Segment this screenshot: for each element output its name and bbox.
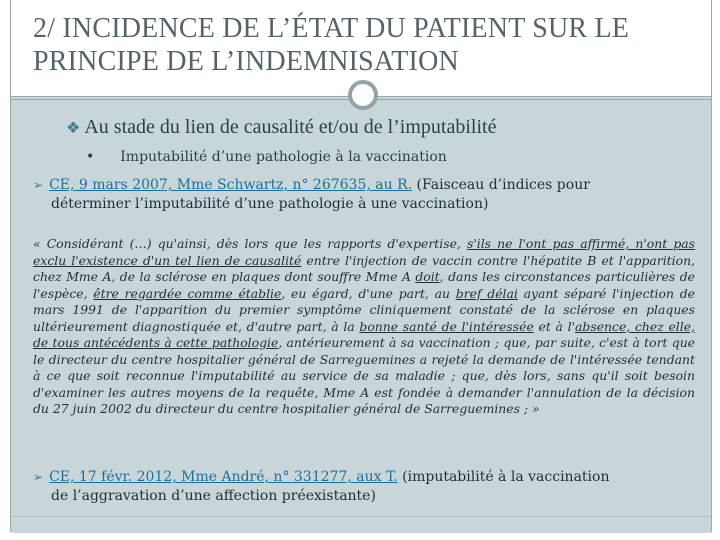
diamond-bullet-icon: ❖	[66, 120, 81, 137]
quote-underlined: être regardée comme établie	[93, 285, 282, 301]
arrow-bullet-icon: ➢	[33, 178, 44, 192]
case-desc-1-line2: déterminer l’imputabilité d’une pathologie à une vaccination)	[51, 196, 489, 212]
case-reference-2	[33, 468, 609, 506]
quote-text: entre l'injection de vaccin contre l'hépatite B et l'apparition, chez Mme A, de la sclérose en plaques dont souffre Mme A	[33, 252, 695, 284]
case-desc-2-line2: de l’aggravation d’une affection préexistante)	[51, 488, 376, 504]
quote-text: , eu égard, d'une part, au	[281, 285, 456, 301]
case-reference-1	[33, 176, 590, 214]
quote-text: , dans les circonstances particulières de l'espèce,	[33, 269, 695, 301]
quote-text: et à l'	[533, 318, 576, 334]
case-desc-1: (Faisceau d’indices pour	[412, 177, 590, 193]
quote-underlined: doit	[415, 269, 440, 284]
case-link-1[interactable]: CE, 9 mars 2007, Mme Schwartz, n° 267635, au R.	[49, 177, 413, 193]
quote-underlined: bref délai	[455, 285, 518, 301]
bullet-dot-icon: •	[86, 149, 95, 165]
case-link-2[interactable]: CE, 17 févr. 2012, Mme André, n° 331277, aux T.	[49, 469, 398, 485]
arrow-bullet-icon: ➢	[33, 470, 44, 484]
quote-text: « Considérant (…) qu'ainsi, dès lors que les rapports d'expertise,	[33, 236, 467, 251]
sub-bullet-text: Imputabilité d’une pathologie à la vaccination	[120, 149, 447, 165]
slide-title: 2/ INCIDENCE DE L’ÉTAT DU PATIENT SUR LE PRINCIPE DE L’INDEMNISATION	[33, 13, 630, 77]
slide	[10, 0, 712, 532]
case-desc-2: (imputabilité à la vaccination	[397, 469, 610, 485]
sub-bullet	[86, 149, 447, 165]
court-quote	[33, 236, 695, 418]
section-heading	[66, 116, 496, 139]
quote-underlined: absence, chez elle, de tous antécédents à cette pathologie	[33, 318, 695, 350]
section-heading-text: Au stade du lien de causalité et/ou de l’imputabilité	[84, 116, 497, 138]
footer-bar	[11, 516, 711, 533]
quote-text: , antérieurement à sa vaccination ; que, par suite, c'est à tort que le directeur du centre hospitalier général de Sarreguemines a rejeté la demande de l'intéressée tendant à ce que soit reconnue l'imputabilité au service de sa maladie ; que, dès lors, sans qu'il soit besoin d'examiner les autres moyens de la requête, Mme A est fondée à demander l'annulation de la décision du 27 juin 2002 du directeur du centre hospitalier général de Sarreguemines ; »	[33, 335, 696, 416]
ring-ornament-icon	[348, 80, 378, 110]
quote-underlined: s'ils ne l'ont pas affirmé, n'ont pas exclu l'existence d'un tel lien de causalité	[33, 236, 696, 268]
quote-text: ayant séparé l'injection de mars 1991 de l'apparition du premier symptôme cliniquement constaté de la sclérose en plaques ultérieurement diagnostiquée et, d'autre part, à la	[33, 285, 695, 334]
quote-underlined: bonne santé de l'intéressée	[359, 318, 534, 334]
